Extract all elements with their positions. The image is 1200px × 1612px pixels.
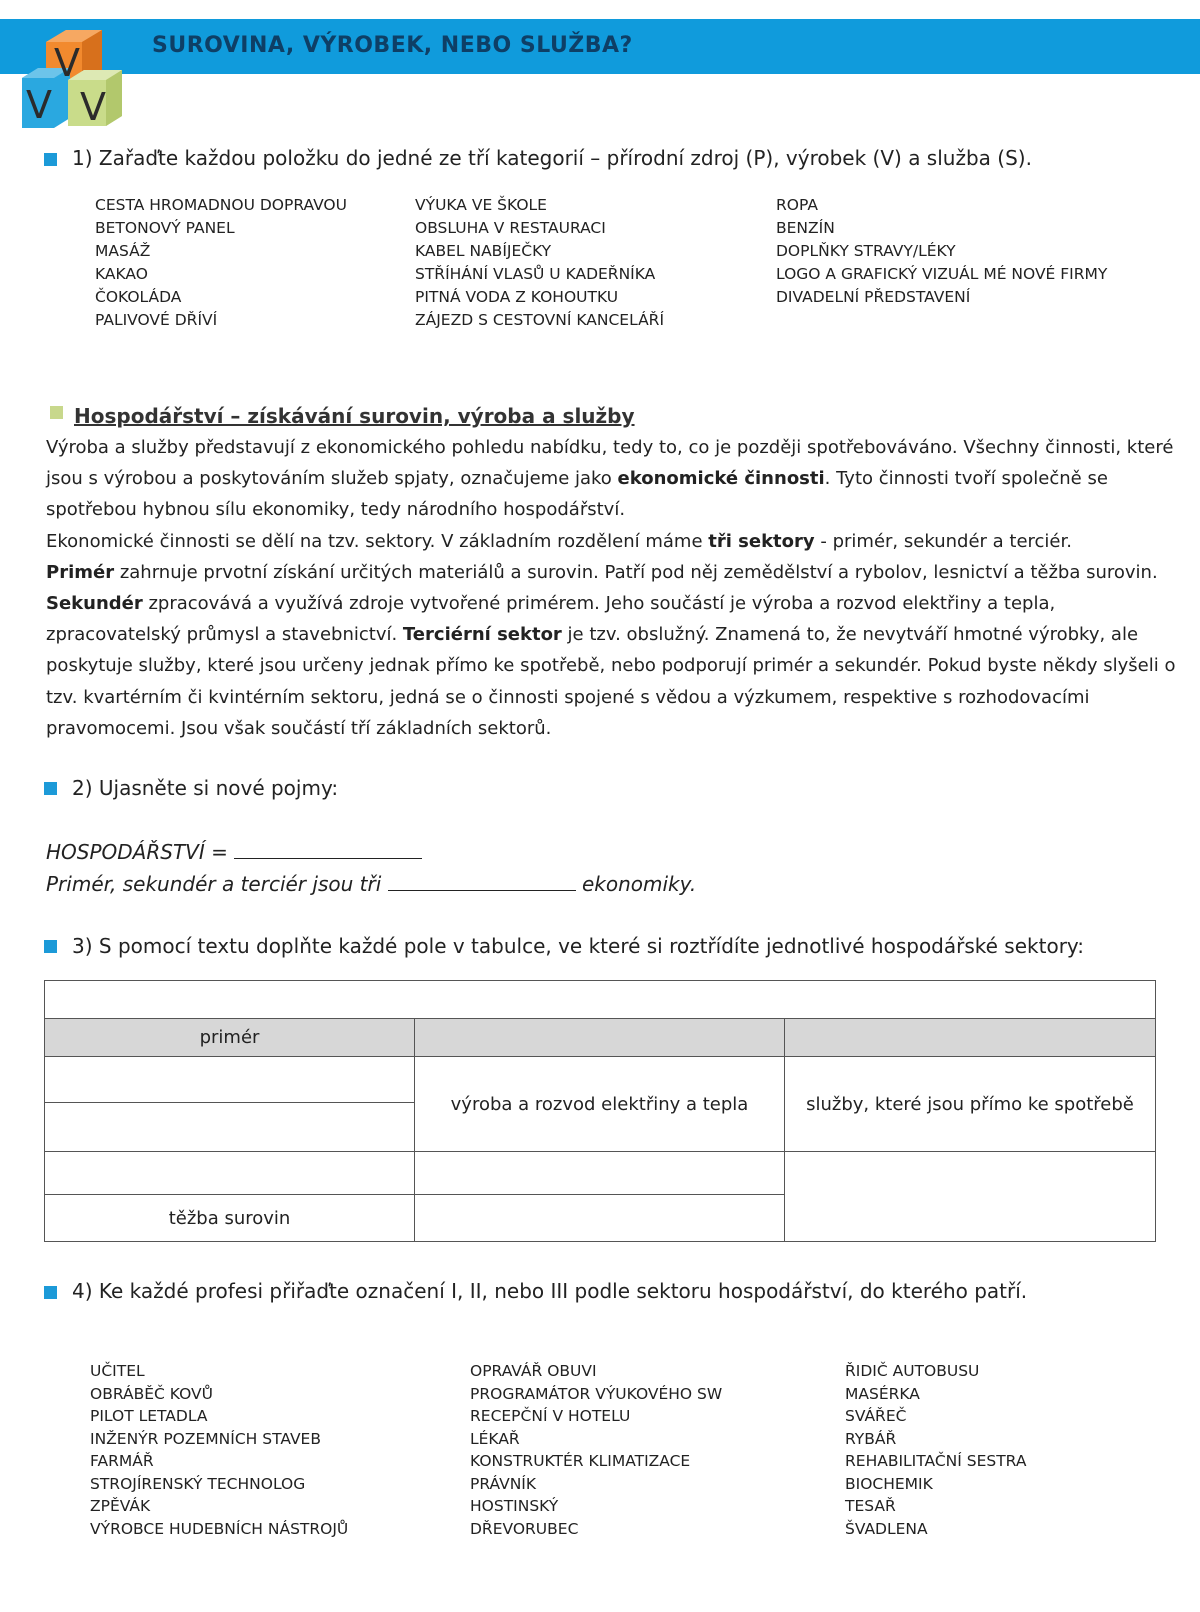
answer-blank[interactable]	[388, 872, 576, 891]
logo-letter: V	[54, 41, 80, 85]
list-item: PALIVOVÉ DŘÍVÍ	[95, 311, 218, 329]
list-item: KAKAO	[95, 265, 148, 283]
list-item: FARMÁŘ	[90, 1452, 154, 1470]
task-1-column-1	[95, 194, 347, 332]
sectors-table	[44, 980, 1156, 1242]
table-cell[interactable]	[44, 1151, 415, 1195]
paragraph: Primér zahrnuje prvotní získání určitých materiálů a surovin. Patří pod něj zemědělství a rybolov, lesnictví a těžba surovin. Sekundér zpracovává a využívá zdroje vytvořené primérem. Jeho součástí je výroba a rozvod elektřiny a tepla, zpracovatelský průmysl a stavebnictví. Terciérní sektor je tzv. obslužný. Znamená to, že nevytváří hmotné výrobky, ale poskytuje služby, které jsou určeny jednak přímo ke spotřebě, nebo podporují primér a sekundér. Pokud byste někdy slyšeli o tzv. kvartérním či kvintérním sektoru, jedná se o činnosti spojené s vědou a výzkumem, respektive s rozhodovacími pravomocemi. Jsou však součástí tří základních sektorů.	[46, 561, 1176, 739]
table-header-cell[interactable]	[784, 1018, 1156, 1057]
list-item: MASÁŽ	[95, 242, 151, 260]
list-item: BETONOVÝ PANEL	[95, 219, 235, 237]
list-item: STROJÍRENSKÝ TECHNOLOG	[90, 1474, 306, 1493]
list-item: ROPA	[776, 196, 818, 214]
list-item: SVÁŘEČ	[845, 1407, 907, 1425]
list-item: ŘIDIČ AUTOBUSU	[845, 1362, 980, 1380]
task-2-text: 2) Ujasněte si nové pojmy:	[72, 776, 339, 800]
list-item: BIOCHEMIK	[845, 1474, 933, 1493]
table-cell: služby, které jsou přímo ke spotřebě	[784, 1056, 1156, 1152]
list-item: STŘÍHÁNÍ VLASŮ U KADEŘNÍKA	[415, 265, 656, 283]
logo-cubes-icon	[18, 22, 128, 130]
list-item: LÉKAŘ	[470, 1429, 520, 1448]
definition-label: HOSPODÁŘSTVÍ =	[46, 840, 228, 864]
list-item: DŘEVORUBEC	[470, 1519, 579, 1538]
task-1-text: 1) Zařaďte každou položku do jedné ze tří kategorií – přírodní zdroj (P), výrobek (V) a služba (S).	[72, 146, 1032, 170]
list-item: CESTA HROMADNOU DOPRAVOU	[95, 196, 347, 214]
page-title: SUROVINA, VÝROBEK, NEBO SLUŽBA?	[152, 33, 633, 58]
answer-blank[interactable]	[234, 840, 422, 859]
task-4-column-2	[470, 1360, 722, 1540]
list-item: REHABILITAČNÍ SESTRA	[845, 1452, 1027, 1470]
list-item: PILOT LETADLA	[90, 1407, 208, 1425]
definition-line	[46, 840, 422, 864]
list-item: ČOKOLÁDA	[95, 288, 182, 306]
list-item: LOGO A GRAFICKÝ VIZUÁL MÉ NOVÉ FIRMY	[776, 265, 1108, 283]
table-cell[interactable]	[44, 1056, 415, 1103]
task-4-column-1	[90, 1360, 348, 1540]
list-item: DIVADELNÍ PŘEDSTAVENÍ	[776, 288, 971, 306]
list-item: ŠVADLENA	[845, 1519, 928, 1538]
section-heading: Hospodářství – získávání surovin, výroba a služby	[74, 404, 635, 428]
list-item: KONSTRUKTÉR KLIMATIZACE	[470, 1452, 691, 1470]
table-title-cell[interactable]	[44, 980, 1156, 1019]
section-bullet	[50, 406, 63, 419]
list-item: PRÁVNÍK	[470, 1474, 537, 1493]
list-item: UČITEL	[90, 1362, 145, 1380]
task-3-text: 3) S pomocí textu doplňte každé pole v tabulce, ve které si roztřídíte jednotlivé hospodářské sektory:	[72, 934, 1085, 958]
sentence-line: Primér, sekundér a terciér jsou tři ekonomiky.	[46, 872, 697, 896]
task-bullet	[44, 782, 57, 795]
task-1-column-2	[415, 194, 664, 332]
table-header-cell[interactable]	[414, 1018, 785, 1057]
table-cell[interactable]	[44, 1102, 415, 1152]
list-item: PROGRAMÁTOR VÝUKOVÉHO SW	[470, 1384, 723, 1403]
list-item: ZÁJEZD S CESTOVNÍ KANCELÁŘÍ	[415, 311, 665, 329]
list-item: OPRAVÁŘ OBUVI	[470, 1362, 597, 1380]
task-bullet	[44, 153, 57, 166]
logo-letter: V	[26, 83, 52, 127]
table-cell[interactable]	[784, 1151, 1156, 1242]
list-item: VÝUKA VE ŠKOLE	[415, 196, 547, 214]
list-item: MASÉRKA	[845, 1384, 920, 1403]
paragraph: Výroba a služby představují z ekonomického pohledu nabídku, tedy to, co je později spotřebováváno. Všechny činnosti, které jsou s výrobou a poskytováním služeb spjaty, označujeme jako ekonomické činnosti. Tyto činnosti tvoří společně se spotřebou hybnou sílu ekonomiky, tedy národního hospodářství.	[46, 437, 1174, 521]
table-cell[interactable]	[414, 1151, 785, 1195]
list-item: DOPLŇKY STRAVY/LÉKY	[776, 242, 956, 260]
list-item: HOSTINSKÝ	[470, 1497, 559, 1515]
list-item: INŽENÝR POZEMNÍCH STAVEB	[90, 1429, 321, 1448]
list-item: RYBÁŘ	[845, 1429, 897, 1448]
list-item: OBRÁBĚČ KOVŮ	[90, 1384, 213, 1403]
list-item: OBSLUHA V RESTAURACI	[415, 219, 606, 237]
list-item: BENZÍN	[776, 219, 835, 237]
task-bullet	[44, 940, 57, 953]
list-item: ZPĚVÁK	[90, 1497, 151, 1515]
paragraph: Ekonomické činnosti se dělí na tzv. sektory. V základním rozdělení máme tři sektory - primér, sekundér a terciér.	[46, 530, 1072, 552]
section-text	[46, 432, 1176, 744]
logo-letter: V	[80, 85, 106, 129]
list-item: PITNÁ VODA Z KOHOUTKU	[415, 288, 619, 306]
list-item: KABEL NABÍJEČKY	[415, 242, 552, 260]
task-bullet	[44, 1286, 57, 1299]
table-cell: výroba a rozvod elektřiny a tepla	[414, 1056, 785, 1152]
table-cell[interactable]	[414, 1194, 785, 1242]
table-cell: těžba surovin	[44, 1194, 415, 1242]
task-1-column-3	[776, 194, 1107, 309]
task-4-text: 4) Ke každé profesi přiřaďte označení I, II, nebo III podle sektoru hospodářství, do kterého patří.	[72, 1279, 1028, 1303]
table-header-cell: primér	[44, 1018, 415, 1057]
task-4-column-3	[845, 1360, 1026, 1540]
list-item: VÝROBCE HUDEBNÍCH NÁSTROJŮ	[90, 1519, 349, 1538]
list-item: RECEPČNÍ V HOTELU	[470, 1407, 631, 1425]
list-item: TESAŘ	[845, 1497, 896, 1515]
